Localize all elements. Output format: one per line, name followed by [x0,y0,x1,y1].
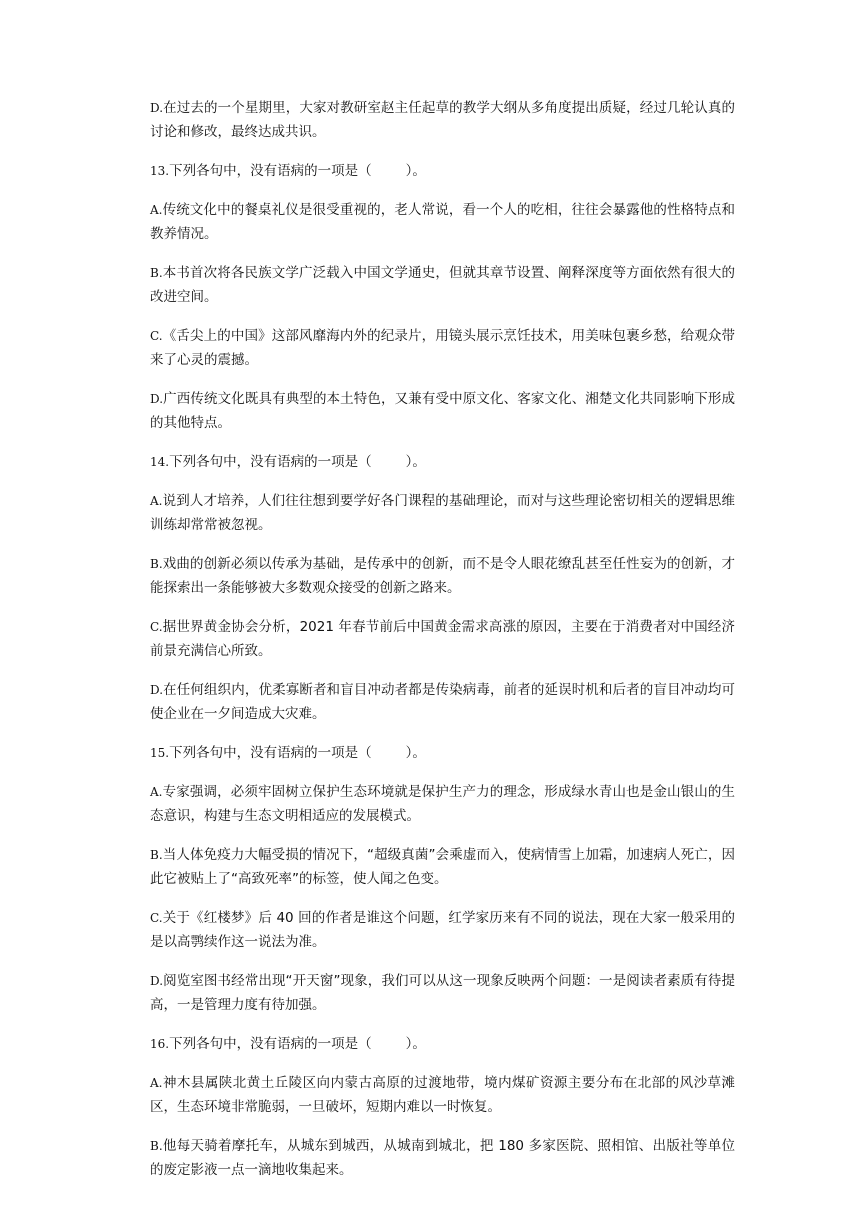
option-14-a [150,489,735,537]
option-label: A. [150,785,163,799]
option-text: 在任何组织内，优柔寡断者和盲目冲动者都是传染病毒，前者的延误时机和后者的盲目冲动均可使企业在一夕间造成大灾难。 [150,682,735,722]
option-16-a [150,1071,735,1119]
option-label: A. [150,494,163,508]
question-number: 15. [150,746,170,760]
question-stem: 下列各句中，没有语病的一项是（ [169,1036,372,1052]
option-12-d [150,96,735,144]
option-16-b [150,1134,735,1182]
question-number: 16. [150,1037,170,1051]
option-label: A. [150,1076,163,1090]
option-text: 《舌尖上的中国》这部风靡海内外的纪录片，用镜头展示烹饪技术，用美味包裹乡愁，给观众带来了心灵的震撼。 [150,328,735,368]
option-label: B. [150,557,163,571]
option-text: 他每天骑着摩托车，从城东到城西，从城南到城北，把 180 多家医院、照相馆、出版社等单位的废定影液一点一滴地收集起来。 [150,1138,735,1178]
question-stem-tail: ）。 [405,745,426,761]
question-stem-tail: ）。 [405,454,426,470]
option-13-d [150,387,735,435]
option-13-a [150,198,735,246]
option-text: 当人体免疫力大幅受损的情况下，“超级真菌”会乘虚而入，使病情雪上加霜，加速病人死亡，因此它被贴上了“高致死率”的标签，使人闻之色变。 [150,847,735,887]
question-stem-tail: ）。 [405,1036,426,1052]
option-text: 阅览室图书经常出现“开天窗”现象，我们可以从这一现象反映两个问题：一是阅读者素质有待提高，一是管理力度有待加强。 [150,973,735,1013]
option-label: D. [150,683,164,697]
option-text: 戏曲的创新必须以传承为基础，是传承中的创新，而不是令人眼花缭乱甚至任性妄为的创新，才能探索出一条能够被大多数观众接受的创新之路来。 [150,556,735,596]
option-label: B. [150,848,163,862]
question-stem-tail: ）。 [405,163,426,179]
option-text: 传统文化中的餐桌礼仪是很受重视的，老人常说，看一个人的吃相，往往会暴露他的性格特点和教养情况。 [150,202,735,242]
question-16 [150,1032,735,1056]
option-label: C. [150,911,163,925]
option-label: B. [150,266,163,280]
question-13 [150,159,735,183]
question-stem: 下列各句中，没有语病的一项是（ [169,745,372,761]
option-label: B. [150,1139,163,1153]
question-15 [150,741,735,765]
option-13-c [150,324,735,372]
option-text: 本书首次将各民族文学广泛载入中国文学通史，但就其章节设置、阐释深度等方面依然有很大的改进空间。 [150,265,735,305]
option-text: 说到人才培养，人们往往想到要学好各门课程的基础理论，而对与这些理论密切相关的逻辑思维训练却常常被忽视。 [150,493,735,533]
option-15-a [150,780,735,828]
question-stem: 下列各句中，没有语病的一项是（ [169,454,372,470]
option-label: D. [150,392,164,406]
option-14-b [150,552,735,600]
option-14-c [150,615,735,663]
document-page [150,96,735,1197]
option-text: 在过去的一个星期里，大家对教研室赵主任起草的教学大纲从多角度提出质疑，经过几轮认真的讨论和修改，最终达成共识。 [150,100,735,140]
option-text: 专家强调，必须牢固树立保护生态环境就是保护生产力的理念，形成绿水青山也是金山银山的生态意识，构建与生态文明相适应的发展模式。 [150,784,735,824]
option-15-b [150,843,735,891]
option-15-c [150,906,735,954]
option-text: 据世界黄金协会分析，2021 年春节前后中国黄金需求高涨的原因，主要在于消费者对中国经济前景充满信心所致。 [150,619,735,659]
question-stem: 下列各句中，没有语病的一项是（ [169,163,372,179]
question-number: 14. [150,455,170,469]
option-15-d [150,969,735,1017]
option-label: D. [150,974,164,988]
option-text: 关于《红楼梦》后 40 回的作者是谁这个问题，红学家历来有不同的说法，现在大家一般采用的是以高鹗续作这一说法为准。 [150,910,735,950]
option-label: D. [150,101,164,115]
option-label: A. [150,203,163,217]
question-number: 13. [150,164,170,178]
question-14 [150,450,735,474]
option-13-b [150,261,735,309]
option-14-d [150,678,735,726]
option-text: 广西传统文化既具有典型的本土特色，又兼有受中原文化、客家文化、湘楚文化共同影响下形成的其他特点。 [150,391,735,431]
option-label: C. [150,620,163,634]
option-text: 神木县属陕北黄土丘陵区向内蒙古高原的过渡地带，境内煤矿资源主要分布在北部的风沙草滩区，生态环境非常脆弱，一旦破坏，短期内难以一时恢复。 [150,1075,735,1115]
option-label: C. [150,329,163,343]
